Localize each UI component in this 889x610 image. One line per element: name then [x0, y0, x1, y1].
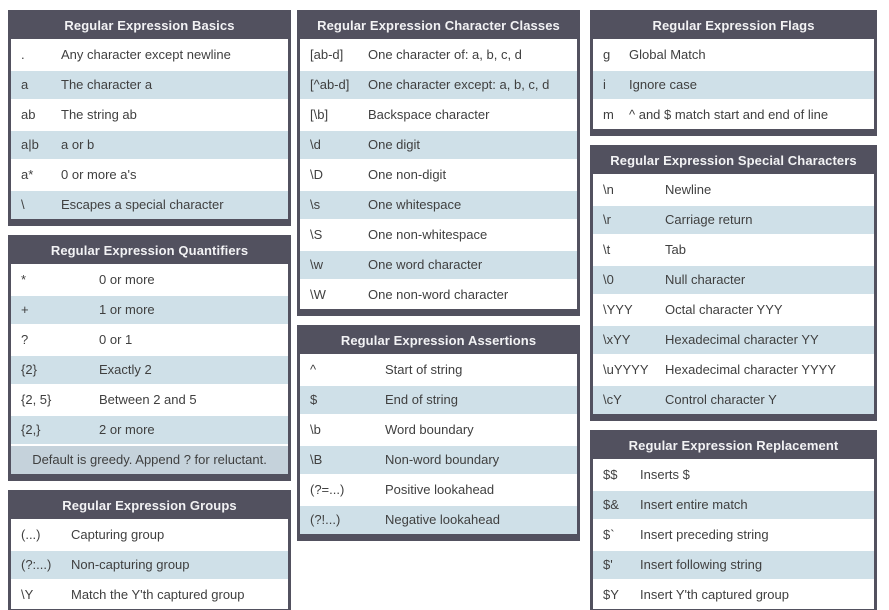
pattern-description: One whitespace [368, 197, 462, 212]
table-row [300, 386, 577, 414]
basics-table [8, 10, 291, 226]
pattern-description: Insert Y'th captured group [640, 587, 789, 602]
pattern-description: The string ab [61, 107, 137, 122]
pattern-term: i [603, 77, 606, 92]
special-characters-table-title: Regular Expression Special Characters [593, 148, 874, 174]
greedy-note: Default is greedy. Append ? for reluctant. [11, 446, 288, 474]
basics-table-body [11, 41, 288, 219]
pattern-term: \t [603, 242, 611, 257]
table-row [593, 356, 874, 384]
table-row [300, 131, 577, 159]
pattern-description: One character of: a, b, c, d [368, 47, 522, 62]
table-row [300, 71, 577, 99]
pattern-description: Between 2 and 5 [99, 392, 197, 407]
pattern-description: Hexadecimal character YY [665, 332, 819, 347]
pattern-term: ? [21, 332, 29, 347]
character-classes-table-title: Regular Expression Character Classes [300, 13, 577, 39]
pattern-description: Negative lookahead [385, 512, 500, 527]
pattern-description: Newline [665, 182, 712, 197]
pattern-term: $Y [603, 587, 619, 602]
table-row [300, 41, 577, 69]
pattern-term: \b [310, 422, 321, 437]
pattern-description: Positive lookahead [385, 482, 495, 497]
pattern-description: Carriage return [665, 212, 753, 227]
pattern-term: [ab-d] [310, 47, 344, 62]
pattern-description: Match the Y'th captured group [71, 587, 245, 602]
table-row [300, 356, 577, 384]
pattern-term: ab [21, 107, 36, 122]
basics-table-title: Regular Expression Basics [11, 13, 288, 39]
pattern-term: {2} [21, 362, 37, 377]
pattern-term: \B [310, 452, 323, 467]
pattern-description: End of string [385, 392, 458, 407]
pattern-description: Insert entire match [640, 497, 748, 512]
pattern-description: Insert preceding string [640, 527, 769, 542]
groups-table-body [11, 521, 288, 609]
pattern-term: * [21, 272, 27, 287]
table-row [300, 251, 577, 279]
table-row [11, 326, 288, 354]
pattern-description: Inserts $ [640, 467, 690, 482]
pattern-description: 0 or more [99, 272, 155, 287]
pattern-term: (?!...) [310, 512, 341, 527]
table-row [593, 551, 874, 579]
pattern-term: a [21, 77, 29, 92]
pattern-description: a or b [61, 137, 95, 152]
pattern-description: Octal character YYY [665, 302, 783, 317]
pattern-term: \Y [21, 587, 34, 602]
groups-table [8, 490, 291, 610]
table-row [11, 386, 288, 414]
table-row [593, 296, 874, 324]
character-classes-table [297, 10, 580, 316]
table-row [593, 101, 874, 129]
pattern-term: \w [310, 257, 323, 272]
pattern-term: \ [21, 197, 25, 212]
pattern-description: Non-word boundary [385, 452, 500, 467]
table-row [11, 356, 288, 384]
pattern-term: (?=...) [310, 482, 345, 497]
table-row [593, 206, 874, 234]
table-row [11, 521, 288, 549]
pattern-term: \D [310, 167, 323, 182]
assertions-table-body [300, 356, 577, 534]
pattern-term: \xYY [603, 332, 631, 347]
table-row [300, 191, 577, 219]
table-row [11, 161, 288, 189]
table-row [11, 266, 288, 294]
table-row [593, 491, 874, 519]
table-row [300, 161, 577, 189]
quantifiers-table [8, 235, 291, 481]
pattern-description: One non-word character [368, 287, 509, 302]
pattern-term: \r [603, 212, 611, 227]
table-row [593, 581, 874, 609]
flags-table-title: Regular Expression Flags [593, 13, 874, 39]
pattern-term: \S [310, 227, 323, 242]
pattern-description: Ignore case [629, 77, 697, 92]
assertions-table [297, 325, 580, 541]
pattern-description: One non-whitespace [368, 227, 488, 242]
column-right [590, 10, 877, 610]
pattern-term: \s [310, 197, 321, 212]
pattern-description: Non-capturing group [71, 557, 190, 572]
replacement-table-title: Regular Expression Replacement [593, 433, 874, 459]
pattern-term: $ [310, 392, 318, 407]
pattern-term: g [603, 47, 611, 62]
table-row [593, 176, 874, 204]
table-row [11, 131, 288, 159]
pattern-term: \W [310, 287, 326, 302]
groups-table-title: Regular Expression Groups [11, 493, 288, 519]
pattern-term: $' [603, 557, 613, 572]
pattern-term: a|b [21, 137, 39, 152]
pattern-description: Insert following string [640, 557, 763, 572]
pattern-term: $& [603, 497, 619, 512]
pattern-description: 1 or more [99, 302, 155, 317]
table-row [593, 41, 874, 69]
pattern-description: One non-digit [368, 167, 447, 182]
pattern-term: \YYY [603, 302, 633, 317]
flags-table-body [593, 41, 874, 129]
column-middle [297, 10, 580, 550]
assertions-table-title: Regular Expression Assertions [300, 328, 577, 354]
pattern-description: Tab [665, 242, 686, 257]
quantifiers-table-body [11, 266, 288, 444]
pattern-description: Hexadecimal character YYYY [665, 362, 837, 377]
pattern-description: Word boundary [385, 422, 474, 437]
pattern-term: $$ [603, 467, 618, 482]
table-row [11, 41, 288, 69]
pattern-description: Global Match [629, 47, 706, 62]
pattern-term: . [21, 47, 25, 62]
pattern-description: Backspace character [368, 107, 490, 122]
pattern-term: m [603, 107, 614, 122]
special-characters-table [590, 145, 877, 421]
pattern-description: ^ and $ match start and end of line [629, 107, 829, 122]
table-row [11, 551, 288, 579]
pattern-description: Escapes a special character [61, 197, 224, 212]
pattern-term: [^ab-d] [310, 77, 350, 92]
table-row [11, 101, 288, 129]
pattern-description: 0 or 1 [99, 332, 133, 347]
pattern-description: Control character Y [665, 392, 777, 407]
pattern-term: \0 [603, 272, 614, 287]
table-row [300, 221, 577, 249]
pattern-term: $` [603, 527, 615, 542]
table-row [593, 521, 874, 549]
pattern-term: (...) [21, 527, 41, 542]
pattern-term: \uYYYY [603, 362, 649, 377]
pattern-term: [\b] [310, 107, 329, 122]
pattern-description: One word character [368, 257, 483, 272]
table-row [593, 326, 874, 354]
table-row [593, 71, 874, 99]
column-left [8, 10, 291, 610]
table-row [11, 296, 288, 324]
table-row [300, 416, 577, 444]
table-row [300, 101, 577, 129]
pattern-term: {2, 5} [21, 392, 52, 407]
replacement-table [590, 430, 877, 610]
character-classes-table-body [300, 41, 577, 309]
pattern-term: \n [603, 182, 614, 197]
pattern-term: a* [21, 167, 34, 182]
table-row [11, 71, 288, 99]
pattern-description: 0 or more a's [61, 167, 137, 182]
flags-table [590, 10, 877, 136]
table-row [11, 581, 288, 609]
pattern-term: + [21, 302, 29, 317]
pattern-term: \d [310, 137, 321, 152]
pattern-description: 2 or more [99, 422, 155, 437]
pattern-description: Null character [665, 272, 746, 287]
table-row [11, 416, 288, 444]
pattern-description: Exactly 2 [99, 362, 152, 377]
pattern-term: {2,} [21, 422, 41, 437]
table-row [593, 236, 874, 264]
table-row [300, 281, 577, 309]
table-row [593, 386, 874, 414]
table-row [11, 191, 288, 219]
pattern-description: One character except: a, b, c, d [368, 77, 550, 92]
pattern-term: \cY [603, 392, 622, 407]
special-characters-table-body [593, 176, 874, 414]
table-row [593, 461, 874, 489]
pattern-description: The character a [61, 77, 153, 92]
pattern-description: Start of string [385, 362, 463, 377]
replacement-table-body [593, 461, 874, 609]
quantifiers-table-title: Regular Expression Quantifiers [11, 238, 288, 264]
table-row [593, 266, 874, 294]
pattern-term: (?:...) [21, 557, 52, 572]
pattern-description: Any character except newline [61, 47, 231, 62]
table-row [300, 446, 577, 474]
pattern-description: Capturing group [71, 527, 165, 542]
pattern-term: ^ [310, 362, 317, 377]
table-row [300, 506, 577, 534]
table-row [300, 476, 577, 504]
pattern-description: One digit [368, 137, 421, 152]
